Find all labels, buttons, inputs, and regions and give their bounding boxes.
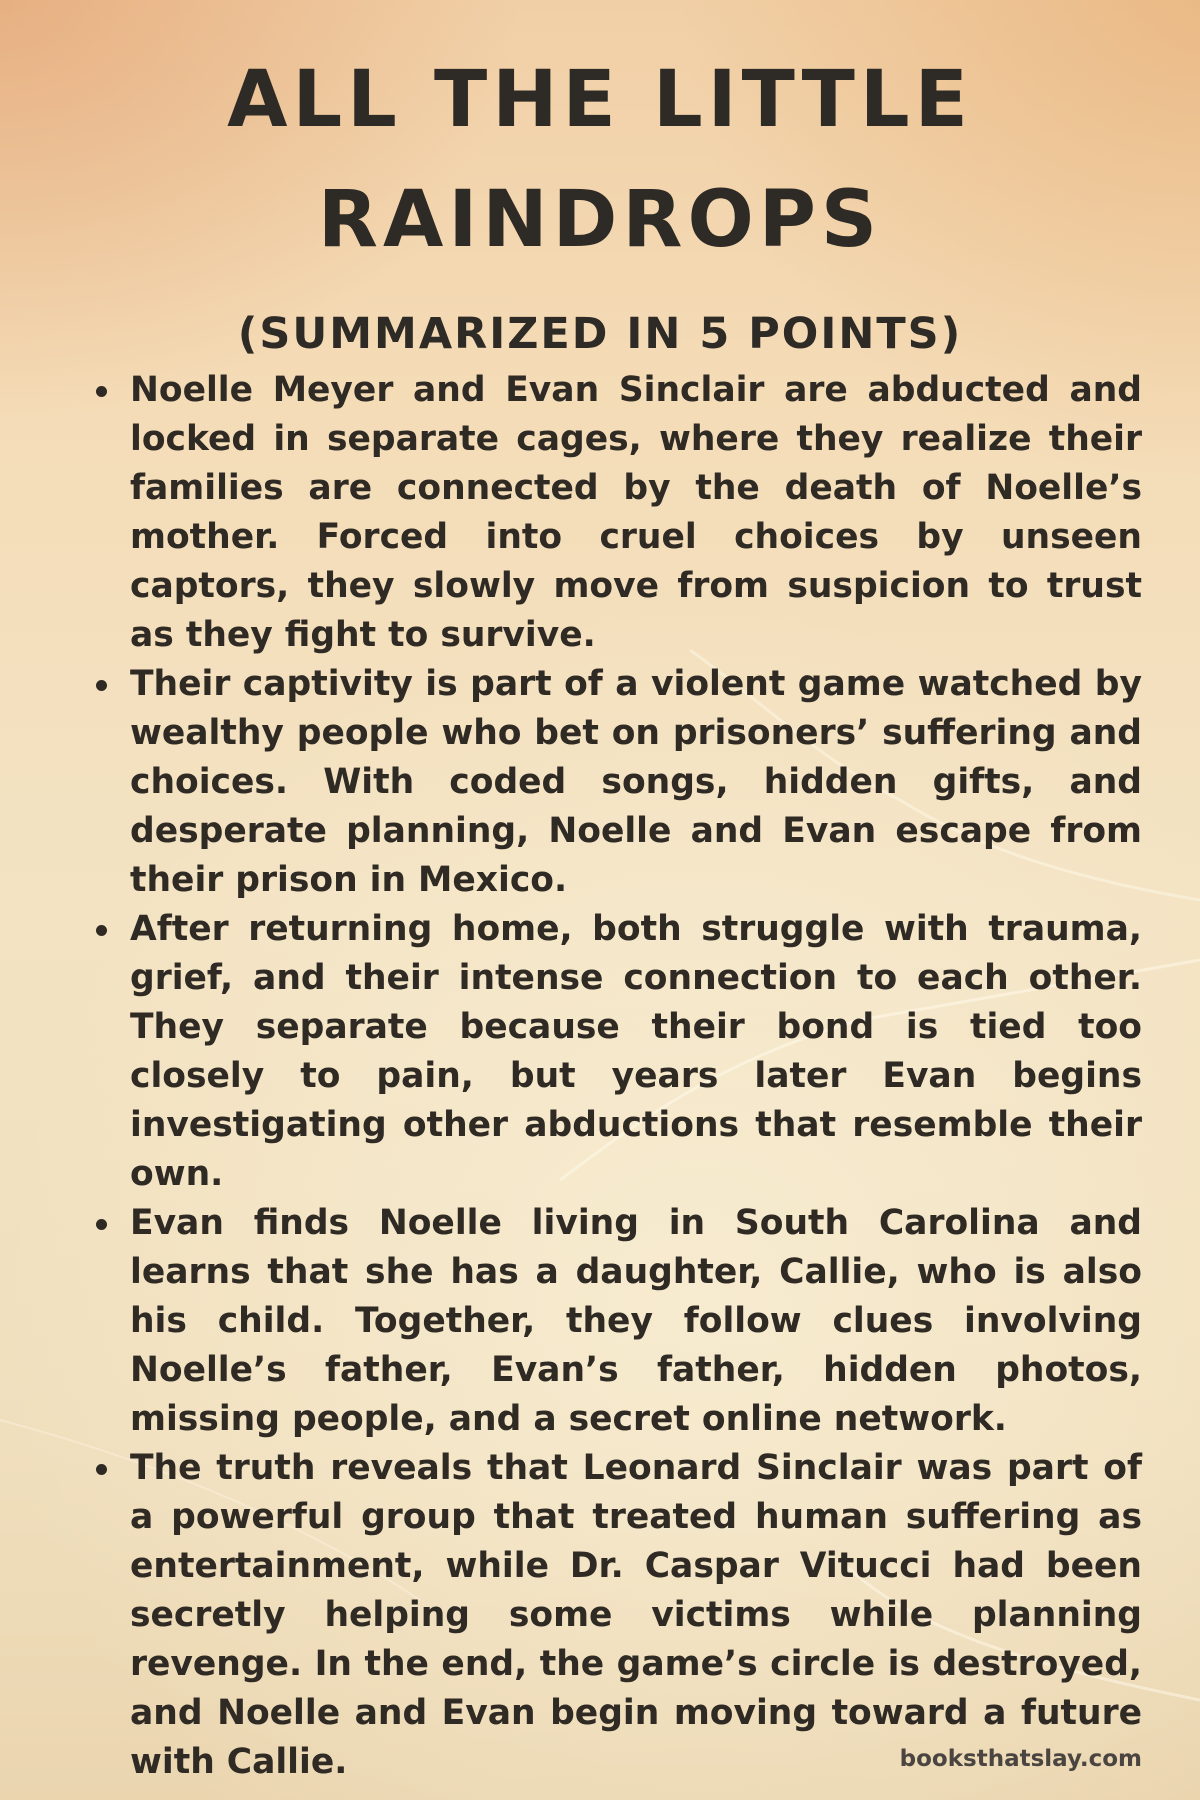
- bullet-icon: [96, 680, 107, 691]
- page-title: ALL THE LITTLE RAINDROPS: [227, 55, 973, 265]
- summary-point: [92, 1199, 1142, 1444]
- page-subtitle: (SUMMARIZED IN 5 POINTS): [237, 309, 963, 359]
- summary-point-text: Their captivity is part of a violent game watched by wealthy people who bet on prisoners’ suffering and choices. With coded songs, hidden gifts, and desperate planning, Noelle and Evan escape from their prison in Mexico.: [130, 664, 1142, 900]
- header: [0, 40, 1200, 362]
- site-watermark: booksthatslay.com: [899, 1746, 1142, 1772]
- summary-point: [92, 1444, 1142, 1787]
- bullet-icon: [96, 1219, 107, 1230]
- bullet-icon: [96, 1464, 107, 1475]
- bullet-icon: [96, 925, 107, 936]
- summary-point-text: Evan finds Noelle living in South Carolina and learns that she has a daughter, Callie, who is also his child. Together, they follow clues involving Noelle’s father, Evan’s father, hidden photos, missing people, and a secret online network.: [130, 1203, 1142, 1439]
- summary-point-text: The truth reveals that Leonard Sinclair was part of a powerful group that treated human suffering as entertainment, while Dr. Caspar Vitucci had been secretly helping some victims while planning revenge. In the end, the game’s circle is destroyed, and Noelle and Evan begin moving toward a future with Callie.: [130, 1448, 1142, 1782]
- summary-point-text: After returning home, both struggle with trauma, grief, and their intense connection to each other. They separate because their bond is tied too closely to pain, but years later Evan begins investigating other abductions that resemble their own.: [130, 909, 1142, 1194]
- summary-point-text: Noelle Meyer and Evan Sinclair are abducted and locked in separate cages, where they realize their families are connected by the death of Noelle’s mother. Forced into cruel choices by unseen captors, they slowly move from suspicion to trust as they fight to survive.: [130, 370, 1142, 655]
- summary-point: [92, 660, 1142, 905]
- summary-point: [92, 366, 1142, 660]
- bullet-icon: [96, 386, 107, 397]
- summary-points-list: [92, 366, 1142, 1787]
- summary-point: [92, 905, 1142, 1199]
